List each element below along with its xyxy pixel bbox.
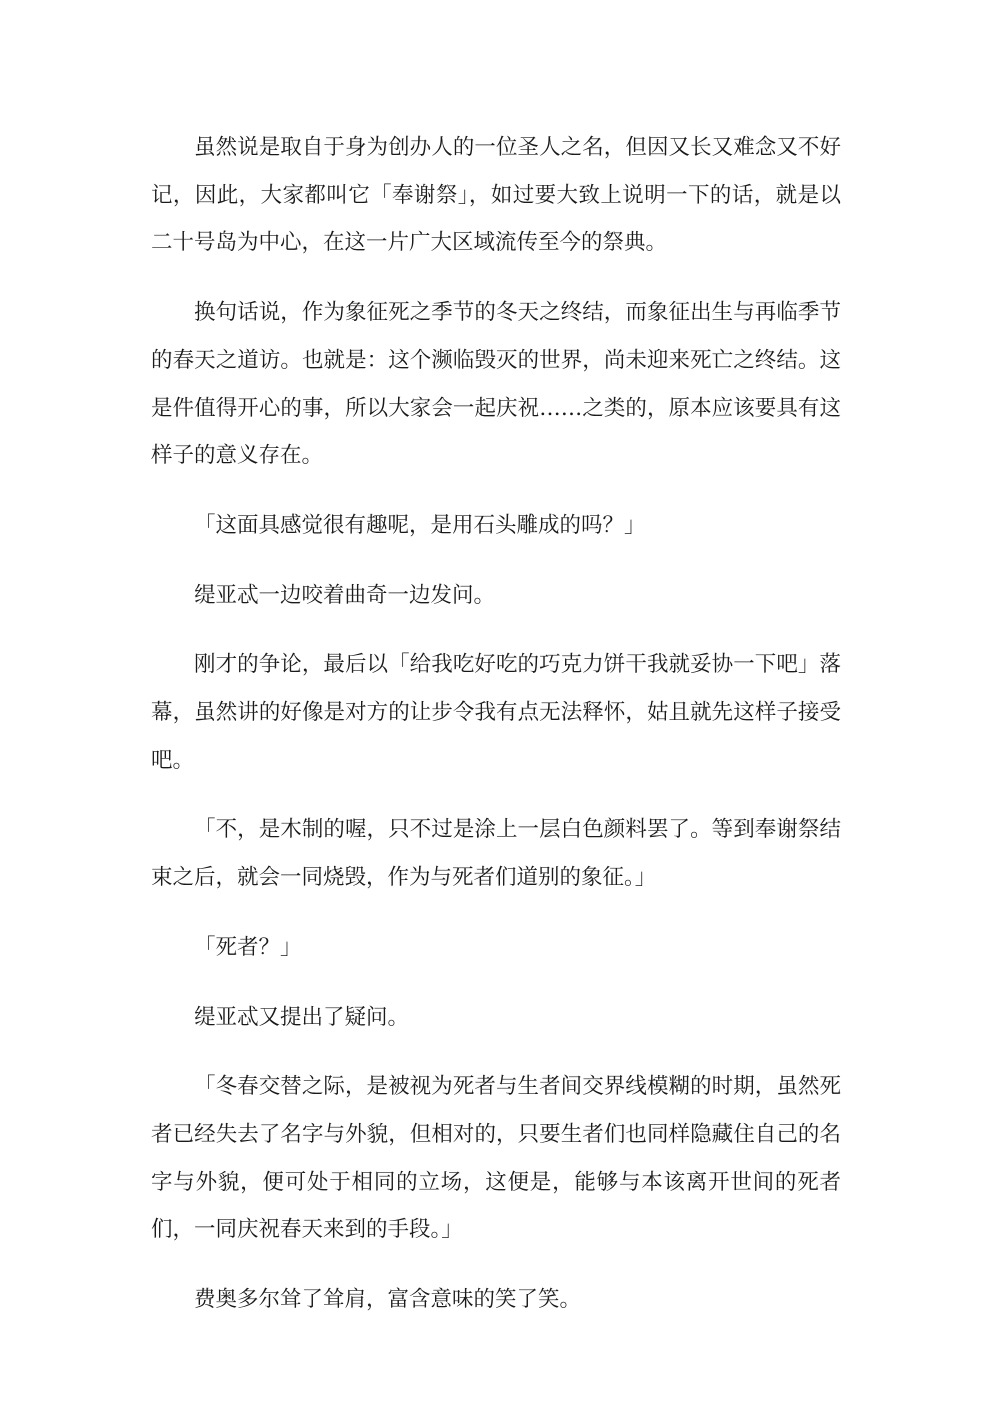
dialogue-paragraph: 「这面具感觉很有趣呢，是用石头雕成的吗？」 xyxy=(194,512,646,538)
paragraph: 费奥多尔耸了耸肩，富含意味的笑了笑。 xyxy=(194,1287,582,1313)
paragraph: 缇亚忒一边咬着曲奇一边发问。 xyxy=(194,582,496,608)
paragraph: 刚才的争论，最后以「给我吃好吃的巧克力饼干我就妥协一下吧」落幕，虽然讲的好像是对方的让步令我有点无法释怀，姑且就先这样子接受吧。 xyxy=(151,652,841,773)
dialogue-paragraph: 「死者？」 xyxy=(194,934,302,960)
paragraph: 缇亚忒又提出了疑问。 xyxy=(194,1004,410,1030)
paragraph: 虽然说是取自于身为创办人的一位圣人之名，但因又长又难念又不好记，因此，大家都叫它「奉谢祭」，如过要大致上说明一下的话，就是以二十号岛为中心，在这一片广大区域流传至今的祭典。 xyxy=(151,135,841,256)
dialogue-paragraph: 「冬春交替之际，是被视为死者与生者间交界线模糊的时期，虽然死者已经失去了名字与外貌，但相对的，只要生者们也同样隐藏住自己的名字与外貌，便可处于相同的立场，这便是，能够与本该离开世间的死者们，一同庆祝春天来到的手段。」 xyxy=(151,1074,841,1243)
paragraph: 换句话说，作为象征死之季节的冬天之终结，而象征出生与再临季节的春天之道访。也就是：这个濒临毁灭的世界，尚未迎来死亡之终结。这是件值得开心的事，所以大家会一起庆祝……之类的，原本应该要具有这样子的意义存在。 xyxy=(151,300,841,469)
body-text xyxy=(151,124,841,1324)
dialogue-paragraph: 「不，是木制的喔，只不过是涂上一层白色颜料罢了。等到奉谢祭结束之后，就会一同烧毁，作为与死者们道别的象征。」 xyxy=(151,817,841,891)
